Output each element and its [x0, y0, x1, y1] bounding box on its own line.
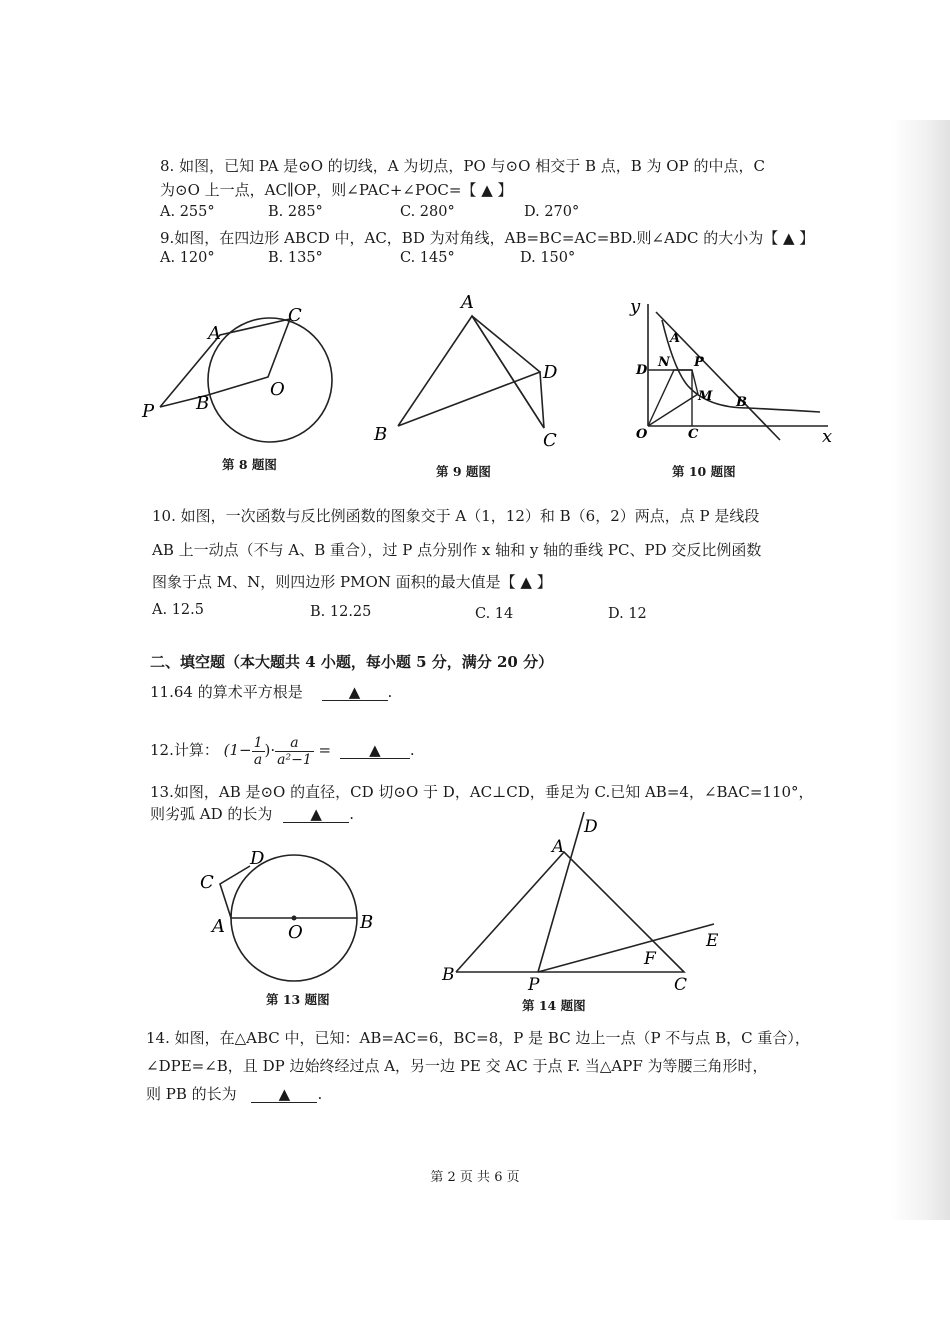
q14-line3: 则 PB 的长为	[146, 1085, 237, 1103]
fig8-label-p: P	[142, 401, 155, 422]
q10-option-b: B. 12.25	[310, 604, 372, 620]
scan-shadow	[890, 120, 950, 1220]
q8-option-c: C. 280°	[400, 204, 455, 220]
q12-prefix: 12.计算：	[150, 741, 219, 759]
fig14-label-c: C	[674, 975, 688, 992]
figure-14	[436, 812, 726, 992]
fig13-label-o: O	[288, 922, 303, 943]
fig10-label-d: D	[636, 363, 648, 378]
fig8-label-o: O	[270, 379, 285, 400]
q12-expr-mid: )·	[264, 741, 276, 759]
fig14-caption: 第 14 题图	[522, 998, 586, 1013]
q13-answer-blank: ▲	[283, 806, 349, 823]
fig14-label-f: F	[644, 949, 656, 969]
q12-equals: =	[313, 741, 336, 759]
fig10-label-y: y	[630, 296, 641, 317]
fig9-ad	[472, 316, 540, 372]
q14-line1: 14. 如图，在△ABC 中，已知：AB=AC=6，BC=8，P 是 BC 边上一点（P 不与点 B，C 重合），	[146, 1029, 810, 1047]
fig9-ac	[472, 316, 544, 428]
fig10-label-c: C	[688, 427, 699, 442]
fig9-caption: 第 9 题图	[436, 464, 491, 479]
fig14-label-a: A	[552, 837, 565, 857]
q12-end: .	[409, 741, 415, 759]
fig10-label-o: O	[636, 427, 648, 442]
q8-line2: 为⊙O 上一点，AC∥OP，则∠PAC+∠POC=【 ▲ 】	[160, 181, 513, 199]
section2-title: 二、填空题（本大题共 4 小题，每小题 5 分，满分 20 分）	[150, 653, 554, 671]
fig9-label-a: A	[461, 292, 474, 313]
q11-end: .	[387, 683, 393, 701]
q9-option-c: C. 145°	[400, 250, 455, 266]
fig13-center-dot	[292, 916, 297, 921]
fig13-label-a: A	[212, 916, 225, 937]
fig9-label-c: C	[543, 430, 557, 451]
fig13-label-b: B	[360, 912, 374, 933]
q11-answer-blank: ▲	[322, 684, 388, 701]
fig9-quad	[398, 316, 544, 428]
fig13-caption: 第 13 题图	[266, 992, 330, 1007]
q12-frac1-num: 1	[253, 734, 263, 751]
fig14-label-p: P	[528, 975, 540, 992]
q8-option-b: B. 285°	[268, 204, 323, 220]
q9-option-a: A. 120°	[160, 250, 215, 266]
q14-line3-wrap	[146, 1084, 322, 1104]
fig13-ac-cd	[220, 866, 250, 918]
fig8-label-c: C	[288, 305, 302, 326]
figure-10	[618, 290, 840, 450]
q13-end: .	[349, 805, 354, 823]
q8-option-d: D. 270°	[524, 204, 580, 220]
q13-line2: 则劣弧 AD 的长为	[150, 805, 273, 823]
fig9-label-d: D	[543, 362, 558, 383]
fig14-pe	[538, 924, 714, 972]
fig10-label-p: P	[694, 355, 704, 370]
q14-line2: ∠DPE=∠B，且 DP 边始终经过点 A，另一边 PE 交 AC 于点 F. 当△APF 为等腰三角形时，	[146, 1057, 768, 1075]
figure-9	[368, 288, 568, 458]
q8-line1: 8. 如图，已知 PA 是⊙O 的切线，A 为切点，PO 与⊙O 相交于 B 点，B 为 OP 的中点，C	[160, 157, 765, 175]
fig10-label-a: A	[670, 331, 681, 346]
q8-option-a: A. 255°	[160, 204, 215, 220]
q12-frac2-num: a	[275, 735, 314, 752]
q10-option-d: D. 12	[608, 606, 647, 622]
fig10-label-b: B	[736, 395, 747, 410]
q10-line3: 图象于点 M、N，则四边形 PMON 面积的最大值是【 ▲ 】	[152, 573, 552, 591]
q13-line1: 13.如图，AB 是⊙O 的直径，CD 切⊙O 于 D，AC⊥CD，垂足为 C.已知 AB=4，∠BAC=110°，	[150, 783, 814, 801]
fig9-label-b: B	[374, 424, 388, 445]
q10-line2: AB 上一动点（不与 A、B 重合），过 P 点分别作 x 轴和 y 轴的垂线 PC、PD 交反比例函数	[152, 541, 762, 559]
q13-line2-wrap	[150, 804, 354, 824]
q12-line	[150, 732, 415, 768]
q12-frac1-den: a	[253, 751, 263, 768]
fig10-label-n: N	[658, 355, 670, 370]
q10-option-c: C. 14	[475, 606, 514, 622]
fig10-pmon	[648, 370, 698, 426]
q12-frac1	[252, 735, 265, 768]
fig14-label-b: B	[442, 965, 455, 985]
q14-end: .	[317, 1085, 323, 1103]
q12-expr-open: (1−	[223, 741, 252, 759]
fig8-label-b: B	[196, 393, 210, 414]
page-number: 第 2 页 共 6 页	[430, 1170, 520, 1185]
fig8-caption: 第 8 题图	[222, 457, 277, 472]
fig14-pd	[538, 812, 584, 972]
fig13-label-c: C	[200, 872, 214, 893]
q12-frac2	[275, 735, 314, 768]
q12-frac2-den: a²−1	[277, 751, 312, 768]
q10-line1: 10. 如图，一次函数与反比例函数的图象交于 A（1，12）和 B（6，2）两点，点 P 是线段	[152, 507, 760, 525]
fig10-caption: 第 10 题图	[672, 464, 736, 479]
fig10-label-m: M	[698, 389, 713, 404]
figure-8	[130, 295, 350, 465]
q11-text: 11.64 的算术平方根是	[150, 683, 303, 701]
q9-line1: 9.如图，在四边形 ABCD 中，AC，BD 为对角线，AB=BC=AC=BD.则∠ADC 的大小为【 ▲ 】	[160, 229, 815, 247]
q11-line	[150, 682, 392, 702]
q10-option-a: A. 12.5	[152, 602, 204, 618]
q14-answer-blank: ▲	[251, 1086, 317, 1103]
q9-option-b: B. 135°	[268, 250, 323, 266]
figure-13	[190, 842, 390, 987]
q9-option-d: D. 150°	[520, 250, 576, 266]
q12-answer-blank: ▲	[340, 742, 410, 759]
fig8-label-a: A	[208, 323, 221, 344]
fig10-label-x: x	[822, 426, 833, 447]
fig14-label-e: E	[706, 931, 719, 951]
fig14-label-d: D	[584, 817, 598, 837]
fig13-label-d: D	[250, 848, 265, 869]
